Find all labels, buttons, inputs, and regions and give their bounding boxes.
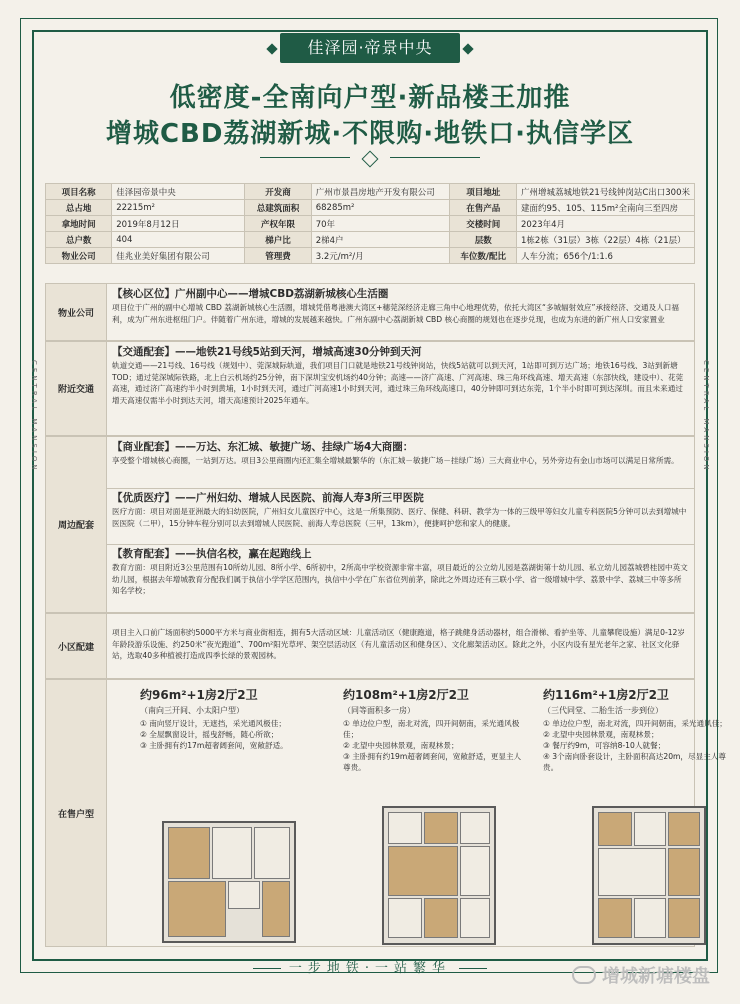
table-row (46, 200, 695, 216)
table-row (46, 232, 695, 248)
info-value: 1栋2栋（31层）3栋（22层）4栋（21层） (517, 232, 695, 248)
section-body (112, 287, 688, 325)
section-core-location (45, 283, 695, 341)
commerce-block (112, 440, 688, 467)
info-value: 广州市景昌房地产开发有限公司 (311, 184, 450, 200)
info-key: 项目名称 (46, 184, 112, 200)
side-text-left: CENTRAL MANSION (30, 360, 38, 473)
info-value: 2梯4户 (311, 232, 450, 248)
headline-primary: 低密度-全南向户型·新品楼王加推 (169, 83, 571, 113)
unit-feature: ④ 3个南向卧套设计，主卧面积高达20m，尽显主人尊贵。 (543, 752, 726, 772)
medical-block (112, 491, 688, 529)
info-key: 开发商 (245, 184, 312, 200)
info-value: 22215m² (112, 200, 245, 216)
section-text: 项目位于广州的副中心增城 CBD 荔湖新城核心生活圈，增城凭借粤港澳大湾区+穗莞深经济走廊三角中心地理优势，依托大湾区“多城辐射效应”承接经济、交通及人口福利，成为广州东进枢纽门户。伴随着广州东进，增城的发展越来越快。广州东副中心荔湖新城 CBD 核心商圈的规划也在逐步兑现，也成为东进的新广州人口安家置业 (112, 303, 679, 324)
info-key: 梯户比 (245, 232, 312, 248)
section-body (112, 345, 688, 406)
section-title: 【核心区位】广州副中心——增城CBD荔湖新城核心生活圈 (112, 288, 389, 300)
wechat-icon (572, 966, 596, 984)
unit-feature: ① 单边位户型，南北对流，四开间朝南，采光通风佳； (543, 719, 727, 728)
unit-title: 约96m²+1房2厅2卫 (140, 688, 258, 702)
info-value: 70年 (311, 216, 450, 232)
info-value: 广州增城荔城地铁21号线钟岗站C出口300米 (517, 184, 695, 200)
section-text: 项目主入口前广场面积约5000平方米与商业街相连，拥有5大活动区域：儿童活动区（健康跑道，格子跳健身活动器材，组合滑梯、看护坐等、儿童攀爬设施）满足0-12岁年龄段游乐设施、约250米“夜光跑道”、700m²阳光草坪、架空层活动区（有儿童活动区和健身区）、文化廊架活动区。除此之外，小区内设有星光老年之家、社区文化驿站，选取40多种植被打造成四季长绿的景观园林。 (112, 628, 685, 660)
floor-plan-116-image (592, 806, 706, 945)
info-value: 人车分流；656个/1:1.6 (517, 248, 695, 264)
section-around (45, 436, 695, 613)
section-text: 教育方面：项目附近3公里范围有10所幼儿园、8所小学、6所初中，2所高中学校资源非常丰富，项目最近的公立幼儿园是荔湖街第十幼儿园、私立幼儿园荔城碧桂园中英文幼儿园，根据去年增城教育分配我们属于执信小学学区范围内，执信中小学在广东省位列前茅，除此之外周边还有三联小学、省一级增城中学、荔景中学、荔城三中等多所知名学校； (112, 563, 688, 595)
info-key: 在售产品 (450, 200, 517, 216)
section-traffic (45, 341, 695, 436)
unit-feature: ② 北望中央园林景观，南观林景； (343, 741, 459, 750)
side-text-right: CENTRAL MANSION (702, 360, 710, 473)
ornament-divider (260, 152, 480, 164)
section-text: 享受整个增城核心商圈，一站到万达。项目3公里商圈内还汇集全增城最繁华的（东汇城－敏捷广场－挂绿广场）三大商业中心，另外旁边有金山市场可以满足日常所需。 (112, 456, 679, 465)
info-key: 交楼时间 (450, 216, 517, 232)
unit-title: 约116m²+1房2厅2卫 (543, 688, 669, 702)
info-value: 3.2元/m²/月 (311, 248, 450, 264)
section-units (45, 679, 727, 947)
info-value: 68285m² (311, 200, 450, 216)
section-label: 小区配建 (46, 614, 107, 678)
units-area (140, 686, 727, 946)
section-body (112, 627, 688, 662)
unit-feature: ③ 餐厅约9m，可容纳8-10人就餐； (543, 741, 666, 750)
unit-feature: ② 北望中央园林景观，南观林景； (543, 730, 659, 739)
section-title: 【交通配套】——地铁21号线5站到天河，增城高速30分钟到天河 (112, 346, 422, 358)
section-title: 【教育配套】——执信名校，赢在起跑线上 (112, 548, 312, 560)
info-value: 佳泽园帝景中央 (112, 184, 245, 200)
info-value: 404 (112, 232, 245, 248)
section-title: 【商业配套】——万达、东汇城、敏捷广场、挂绿广场4大商圈： (112, 441, 414, 453)
section-text: 医疗方面：项目对面是亚洲最大的妇幼医院，广州妇女儿童医疗中心，这是一所集预防、医疗、保健、科研、教学为一体的三级甲等妇女儿童专科医院5分钟可以去到增城中医医院（二甲），15分钟车程分别可以去到增城人民医院、前海人寿总医院（三甲，13km），便捷呵护您和家人的健康。 (112, 507, 687, 528)
headline-secondary: 增城CBD荔湖新城·不限购·地铁口·执信学区 (105, 119, 635, 149)
section-text: 轨道交通——21号线、16号线（规划中）、莞深城际轨道，我们项目门口就是地铁21号线钟岗站，快线5站就可以到天河，1站即可到万达广场；地铁16号线、3站到新塘TOD；通过莞深城际铁路，北上白云机场约25分钟，南下深圳宝安机场约40分钟；高速——济广高速、广河高速、珠三角环线高速、增天高速（东部快线，建设中）、花莞高速，通过济广高速约半小时到黄埔，1小时到天河，通过广河高速1小时到天河，通过珠三角环线高速口，40分钟即可到达东莞，1个半小时即可到达深圳。而且未来通过增天高速仅需半小时到达天河，增天高速预计2025年通车。 (112, 361, 684, 405)
unit-feature: ② 全屋飘窗设计，摇曳舒畅，随心所欲； (140, 730, 279, 739)
unit-feature: ③ 主卧拥有约17m超奢阔套间，宽敞舒适。 (140, 741, 288, 750)
floor-plan-96-image (162, 821, 296, 943)
info-key: 层数 (450, 232, 517, 248)
info-key: 项目地址 (450, 184, 517, 200)
table-row (46, 248, 695, 264)
section-label: 在售户型 (46, 680, 107, 946)
divider (106, 488, 694, 489)
info-key: 车位数/配比 (450, 248, 517, 264)
info-key: 产权年限 (245, 216, 312, 232)
info-value: 佳兆业美好集团有限公司 (112, 248, 245, 264)
watermark-text: 增城新塘楼盘 (602, 966, 710, 987)
section-title: 【优质医疗】——广州妇幼、增城人民医院、前海人寿3所三甲医院 (112, 492, 424, 504)
unit-feature: ① 单边位户型，南北对流，四开间朝南，采光通风极佳； (343, 719, 520, 739)
section-label: 附近交通 (46, 342, 107, 435)
info-key: 拿地时间 (46, 216, 112, 232)
floor-plan-108-image (382, 806, 496, 945)
info-key: 总建筑面积 (245, 200, 312, 216)
info-key: 管理费 (245, 248, 312, 264)
unit-feature: ① 南向竖厅设计，无遮挡，采光通风极佳； (140, 719, 286, 728)
info-key: 总户数 (46, 232, 112, 248)
unit-title: 约108m²+1房2厅2卫 (343, 688, 469, 702)
section-community (45, 613, 695, 679)
unit-feature: ③ 主卧拥有约19m超奢阔套间，宽敞舒适，更显主人尊贵。 (343, 752, 522, 772)
table-row (46, 184, 695, 200)
watermark (572, 962, 710, 988)
info-value: 建面约95、105、115m²全南向三至四房 (517, 200, 695, 216)
info-value: 2019年8月12日 (112, 216, 245, 232)
project-badge: 佳泽园·帝景中央 (280, 33, 460, 63)
section-label: 物业公司 (46, 284, 107, 340)
info-key: 物业公司 (46, 248, 112, 264)
section-label: 周边配套 (46, 437, 107, 612)
project-info-table (45, 183, 695, 264)
divider (106, 544, 694, 545)
unit-subtitle: （同等面积多一房） (343, 706, 415, 715)
education-block (112, 547, 688, 597)
table-row (46, 216, 695, 232)
info-value: 2023年4月 (517, 216, 695, 232)
unit-subtitle: （南向三开间、小太阳户型） (140, 706, 244, 715)
info-key: 总占地 (46, 200, 112, 216)
footer-text: 一步地铁·一站繁华 (288, 961, 452, 976)
unit-subtitle: （三代同堂、二胎生活一步到位） (543, 706, 663, 715)
